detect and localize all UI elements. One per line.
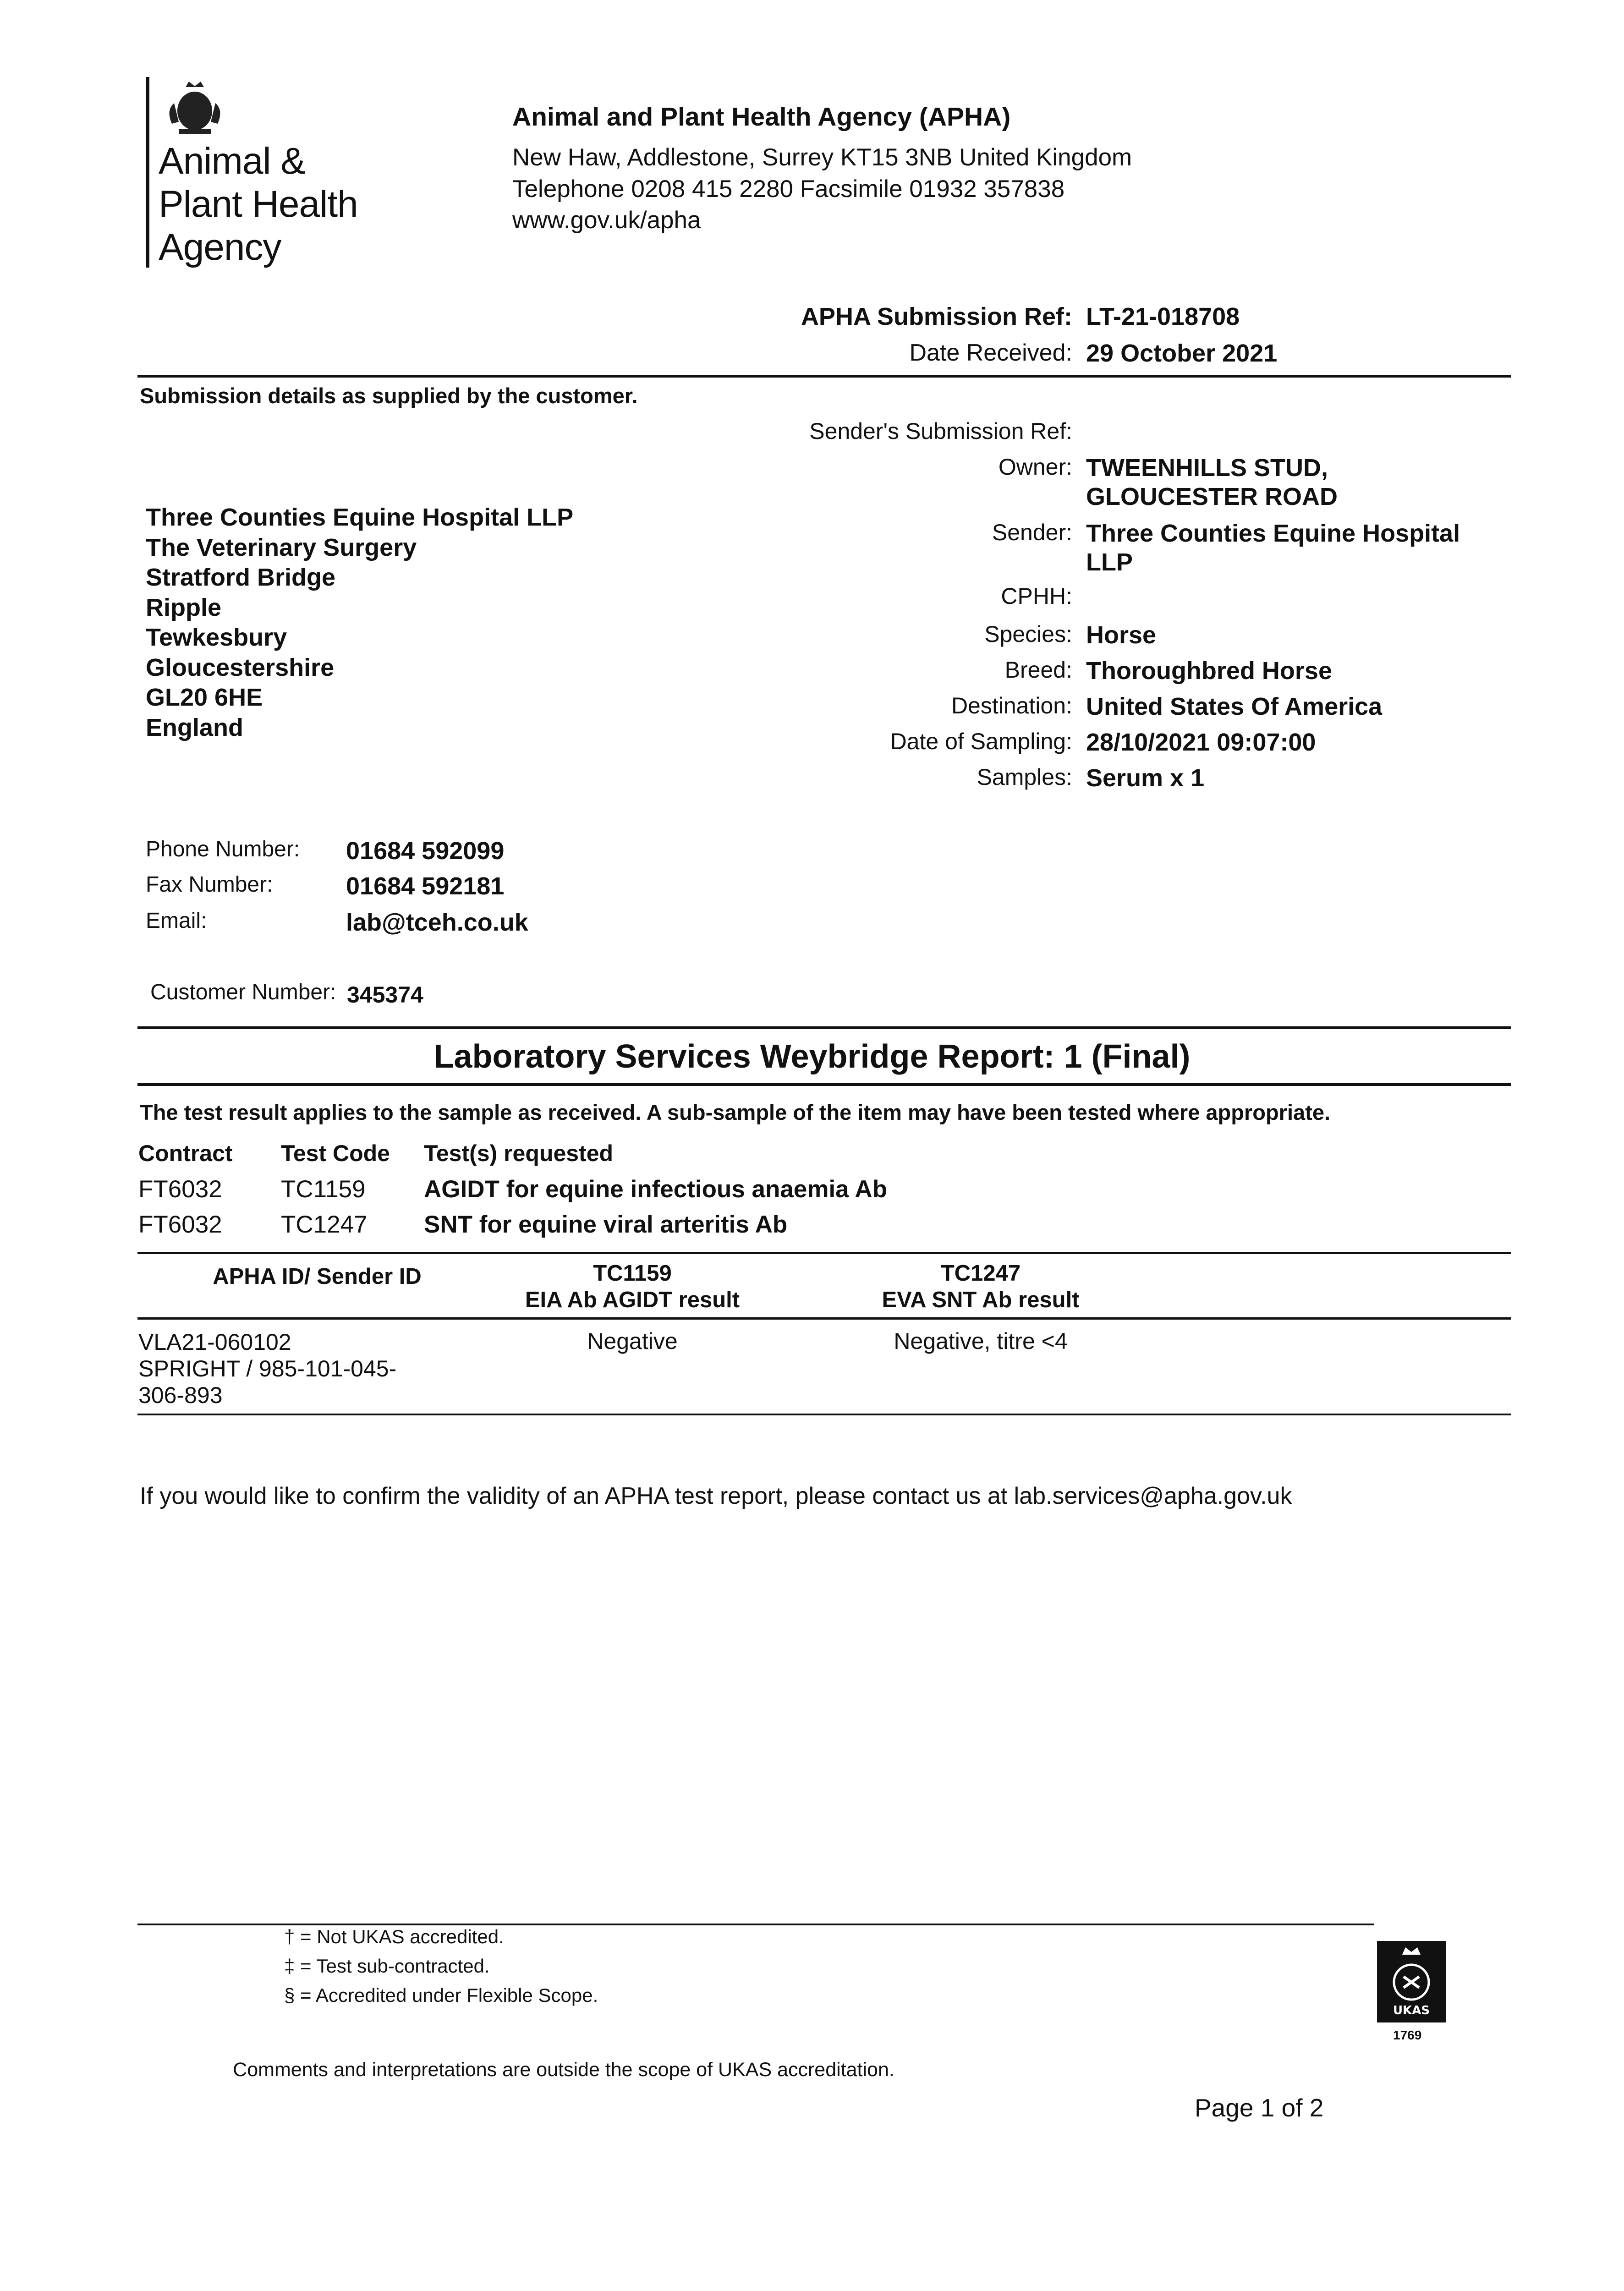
sub-contracted-note: ‡ = Test sub-contracted. [284,1955,490,1977]
address-line: Gloucestershire [146,653,335,681]
fax-label: Fax Number: [146,872,273,897]
submission-ref: LT-21-018708 [1086,303,1240,330]
destination: United States Of America [1086,693,1383,720]
sender-id: SPRIGHT / 985-101-045- [138,1356,397,1381]
address-line: Stratford Bridge [146,564,336,591]
submission-ref-label: APHA Submission Ref: [801,303,1072,330]
results-top-rule [137,1252,1511,1254]
sender-label: Sender: [992,520,1072,545]
destination-label: Destination: [951,693,1072,718]
logo-divider [146,77,149,268]
species-label: Species: [984,621,1072,647]
samples-label: Samples: [977,764,1072,790]
test-code-header: Test Code [281,1140,390,1166]
email-link[interactable]: lab@tceh.co.uk [346,909,528,936]
owner-line-2: GLOUCESTER ROAD [1086,483,1338,510]
customer-number-label: Customer Number: [150,980,336,1004]
customer-address [146,503,573,743]
report-title: Laboratory Services Weybridge Report: 1 (Final) [433,1038,1191,1075]
address-line: Tewkesbury [146,624,287,651]
sampling-date-label: Date of Sampling: [890,729,1072,754]
sampling-date: 28/10/2021 09:07:00 [1086,729,1316,756]
header-divider [137,375,1511,378]
cphh-label: CPHH: [1001,583,1072,609]
breed-label: Breed: [1004,657,1072,683]
tests-requested-header: Test(s) requested [424,1140,614,1166]
submission-details-note: Submission details as supplied by the customer. [140,384,638,408]
footer-rule [137,1924,1374,1925]
agency-phone-fax: Telephone 0208 415 2280 Facsimile 01932 357838 [512,175,1065,203]
royal-crest-icon [160,78,229,137]
validity-confirm-note: If you would like to confirm the validity of an APHA test report, please contact us at lab.services@apha.gov.uk [140,1483,1292,1509]
address-line: Three Counties Equine Hospital LLP [146,504,574,531]
title-bottom-rule [137,1083,1511,1086]
eia-code-header: TC1159 [593,1261,672,1286]
agency-logo-text: Animal & Plant Health Agency [159,140,358,268]
samples: Serum x 1 [1086,764,1205,792]
species: Horse [1086,621,1157,649]
test-contract: FT6032 [138,1176,222,1203]
eva-result-header: EVA SNT Ab result [882,1288,1080,1312]
sender-id-cont: 306-893 [138,1382,223,1408]
fax-number: 01684 592181 [346,872,505,900]
ukas-label: UKAS [1393,2004,1430,2017]
agency-website[interactable]: www.gov.uk/apha [512,207,701,234]
test-name: AGIDT for equine infectious anaemia Ab [424,1176,888,1203]
phone-number: 01684 592099 [346,837,505,865]
agency-address: New Haw, Addlestone, Surrey KT15 3NB United Kingdom [512,144,1132,171]
ukas-crown-icon [1377,1941,1446,2022]
test-contract: FT6032 [138,1211,222,1238]
address-line: The Veterinary Surgery [146,533,417,561]
ukas-logo [1377,1941,1446,2022]
ukas-scope-note: Comments and interpretations are outside the scope of UKAS accreditation. [233,2059,894,2081]
test-name: SNT for equine viral arteritis Ab [424,1211,788,1238]
flexible-scope-note: § = Accredited under Flexible Scope. [284,1984,598,2006]
eia-result: Negative [587,1328,678,1354]
sample-applies-note: The test result applies to the sample as received. A sub-sample of the item may have been tested where appropriate. [140,1100,1331,1124]
senders-ref-label: Sender's Submission Ref: [809,418,1072,444]
results-header-rule [137,1317,1511,1320]
address-line: England [146,713,243,741]
apha-id: VLA21-060102 [138,1329,291,1355]
ukas-number: 1769 [1393,2028,1422,2042]
id-column-header: APHA ID/ Sender ID [213,1264,422,1289]
not-ukas-note: † = Not UKAS accredited. [284,1926,504,1947]
customer-number: 345374 [347,982,423,1008]
breed: Thoroughbred Horse [1086,657,1332,685]
date-received-label: Date Received: [909,340,1072,366]
contract-header: Contract [138,1140,233,1166]
eia-result-header: EIA Ab AGIDT result [525,1288,740,1312]
test-code: TC1247 [281,1211,368,1238]
agency-name: Animal and Plant Health Agency (APHA) [512,102,1011,132]
results-bottom-rule [137,1414,1511,1415]
address-line: GL20 6HE [146,684,263,711]
title-top-rule [137,1026,1511,1029]
address-line: Ripple [146,593,222,621]
sender-line-2: LLP [1086,548,1133,576]
eva-code-header: TC1247 [940,1261,1021,1286]
date-received: 29 October 2021 [1086,340,1278,367]
page-number: Page 1 of 2 [1195,2094,1324,2122]
sender-line-1: Three Counties Equine Hospital [1086,520,1460,547]
phone-label: Phone Number: [146,837,300,861]
test-code: TC1159 [281,1176,366,1203]
owner-label: Owner: [998,454,1072,480]
email-label: Email: [146,909,207,933]
owner-line-1: TWEENHILLS STUD, [1086,454,1328,482]
eva-result: Negative, titre <4 [894,1328,1068,1354]
